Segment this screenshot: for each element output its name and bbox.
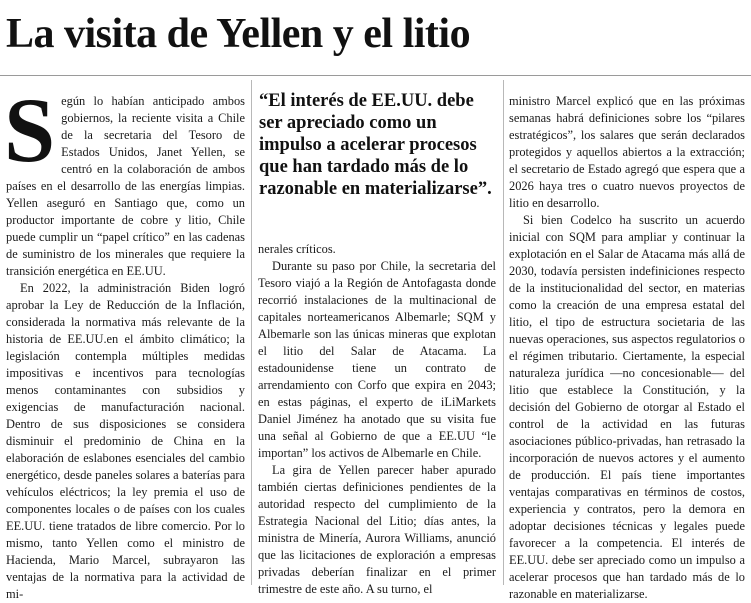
paragraph-continuation-2: ministro Marcel explicó que en las próximas semanas habrá definiciones sobre los “pilares estratégicos”, los salares que serán declarados protegidos y aquellos abiertos a la extracción; el secretario de Estado agregó que espera que a 2026 haya tres o cuatro nuevos proyectos de litio en desarrollo. xyxy=(509,94,745,210)
headline: La visita de Yellen y el litio xyxy=(6,11,471,57)
paragraph-1 xyxy=(4,79,245,280)
pull-quote: “El interés de EE.UU. debe ser apreciado como un impulso a acelerar procesos que han tardado más de lo razonable en materializarse”. xyxy=(259,91,492,199)
paragraph-1-text: egún lo habían anticipado ambos gobiernos, la reciente visita a Chile de la secretaria del Tesoro de Estados Unidos, Janet Yellen, se centró en la colaboración de ambos países en el desarrollo de las energías limpias. Yellen aseguró en Santiago que, como un productor importante de cobre y litio, Chile puede cumplir un “papel crítico” en las cadenas de suministro de los minerales que requiere la transición energética en EE.UU. xyxy=(6,94,245,278)
column-divider-1 xyxy=(251,80,252,585)
drop-cap: S xyxy=(4,79,56,181)
column-divider-2 xyxy=(503,80,504,585)
paragraph-5: Si bien Codelco ha suscrito un acuerdo inicial con SQM para ampliar y continuar la explotación en el Salar de Atacama más allá de 2030, todavía persisten indefiniciones respecto de la institucionalidad del sector, en materias como la creación de una empresa estatal del litio, el tipo de estructura societaria de las nuevas operaciones, sus aspectos regulatorios o el régimen tributario. Ciertamente, la especial naturaleza jurídica —no concesionable— del litio que establece la Constitución, y la decisión del Gobierno de otorgar al Estado el control de la actividad en las futuras asociaciones público-privadas, han retrasado la incorporación de nuevos actores y el aumento de producción. El país tiene importantes ventajas comparativas en términos de costos, experiencia y contratos, pero la demora en adoptar decisiones técnicas y legales puede favorecer a la competencia. El interés de EE.UU. debe ser apreciado como un impulso a acelerar procesos que han tardado más de lo razonable en materializarse. xyxy=(509,213,745,601)
article-column-3 xyxy=(509,93,745,603)
paragraph-continuation: nerales críticos. xyxy=(258,242,336,256)
paragraph-3: Durante su paso por Chile, la secretaria del Tesoro viajó a la Región de Antofagasta donde recorrió instalaciones de la multinacional de capitales norteamericanos Albemarle; SQM y Albemarle son las únicas mineras que explotan el litio del Salar de Atacama. La estadounidense tiene un contrato de arrendamiento con Corfo que expira en 2043; en estas páginas, el experto de iLiMarkets Daniel Jiménez ha anotado que su visita fue una señal al Gobierno de que a EE.UU “le importan” los activos de Albemarle en Chile. xyxy=(258,259,496,460)
paragraph-4: La gira de Yellen parecer haber apurado también ciertas definiciones pendientes de la autoridad respecto del cumplimiento de la Estrategia Nacional del Litio; días antes, la ministra de Minería, Aurora Williams, anunció que las licitaciones de exploración a empresas privadas deberían finalizar en el primer trimestre de este año. A su turno, el xyxy=(258,463,496,596)
article-column-2 xyxy=(258,241,496,598)
article-column-1 xyxy=(4,79,245,603)
paragraph-2: En 2022, la administración Biden logró aprobar la Ley de Reducción de la Inflación, considerada la normativa más relevante de la historia de EE.UU.en el ámbito climático; la legislación contempla múltiples medidas impositivas e incentivos para tecnologías menos contaminantes con subsidios y exigencias de manufacturación nacional. Dentro de sus disposiciones se considera disminuir el predominio de China en la elaboración de eslabones esenciales del cambio energético, desde paneles solares a baterías para vehículos eléctricos; la ley premia el uso de componentes locales o de países con los cuales EE.UU. tiene tratados de libre comercio. Por lo mismo, tanto Yellen como el ministro de Hacienda, Mario Marcel, subrayaron las ventajas de la normativa para la actividad de mi- xyxy=(6,281,245,601)
headline-rule xyxy=(0,75,751,76)
